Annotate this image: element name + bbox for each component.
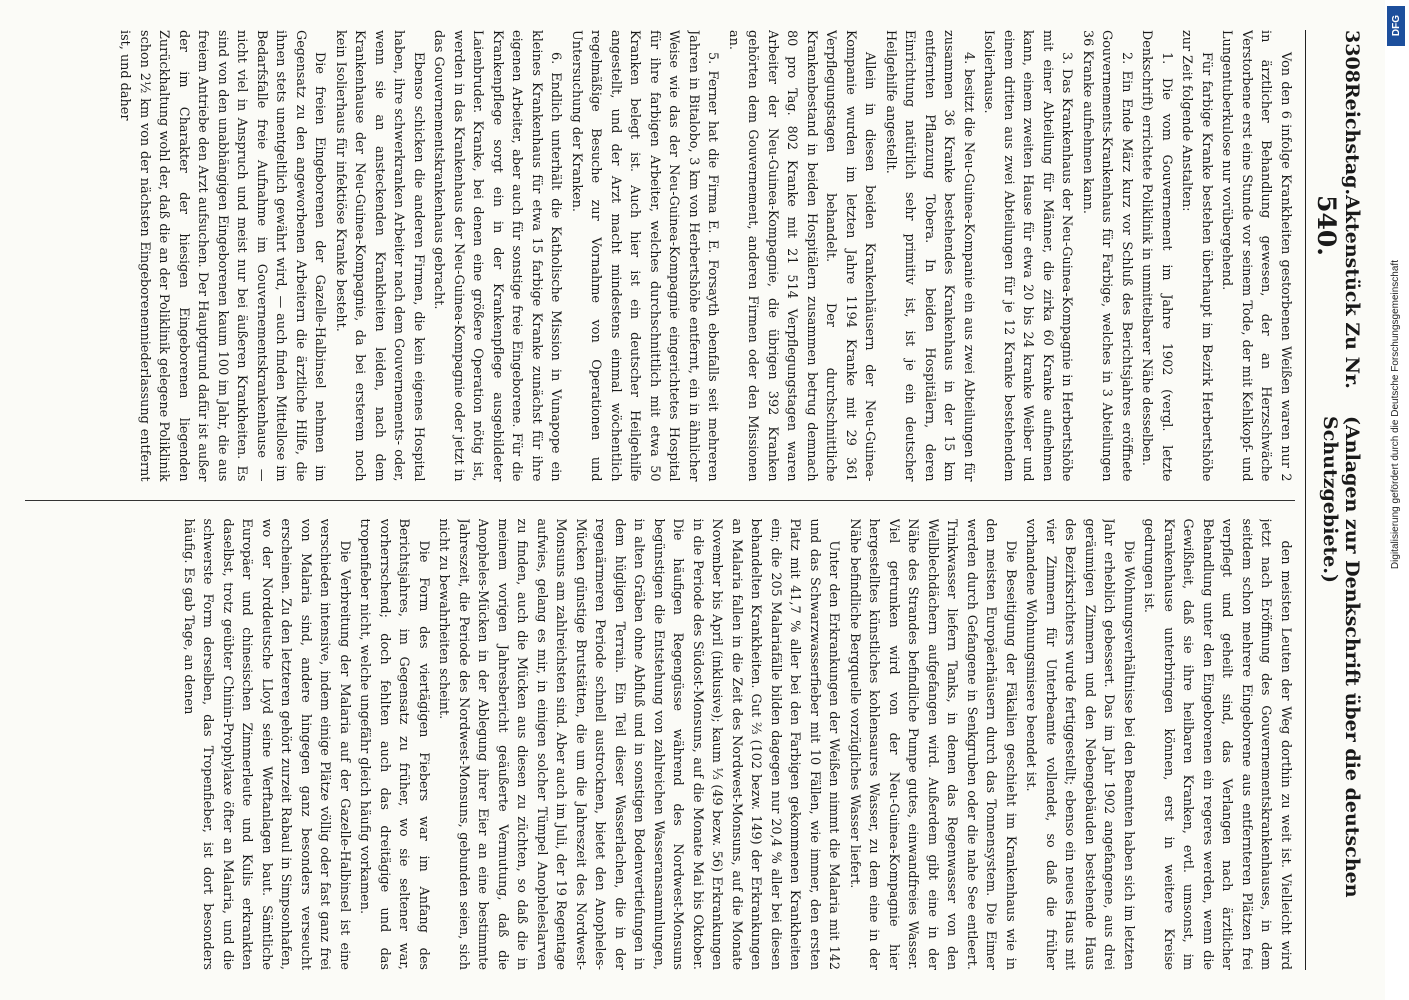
paragraph: 5. Ferner hat die Firma E. E. Forsayth ebenfalls seit mehreren Jahren in Bitalobo, 3 km von Herbertshöhe entfernt, ein in ähnlicher Weise wie das der Neu-Guinea-Kompagnie eingerichtetes Hospital für ihre farbigen Arbeiter, welches durchschnittlich mit etwa 50 Kranken belegt ist. Auch hier ist ein deutscher Heilgehilfe angestellt, und der Arzt macht mindestens einmal wöchentlich regelmäßige Besuche zur Vornahme von Operationen und Untersuchung der Kranken. xyxy=(569,30,721,482)
paragraph: 4. besitzt die Neu-Guinea-Kompanie ein aus zwei Abteilungen für zusammen 36 Kranke bestehendes Krankenhaus in der 15 km entfernten Pflanzung Tobera. In beiden Hospitälern, deren Einrichtung natürlich sehr primitiv ist, ist je ein deutscher Heilgehilfe angestellt. xyxy=(883,30,976,482)
paragraph: Die Verbreitung der Malaria auf der Gazelle-Halbinsel ist eine verschieden intensive, indem einige Plätze völlig oder fast ganz frei von Malaria sind, andere hingegen ganz besonders verseucht erscheinen. Zu den letzteren gehört zurzeit Rabaul in Simpsonhafen, wo der Norddeutsche Lloyd seine Werftanlagen baut. Sämtliche Europäer und chinesischen Zimmerleute und Kulis erkrankten daselbst, trotz geübter Chinin-Prophylaxe öfter an Malaria, und die schwerste Form derselben, das Tropenfieber, ist dort besonders häufig. Es gab Tage, an denen xyxy=(181,518,352,970)
header-number: 540. xyxy=(1312,195,1341,256)
page-header xyxy=(1305,30,1363,970)
dfg-logo-text: DFG xyxy=(1390,15,1402,37)
paragraph: 2. Ein Ende März kurz vor Schluß des Berichtsjahres eröffnete Gouvernements-Krankenhaus für Farbige, welches in 3 Abteilungen 36 Kranke aufnehmen kann. xyxy=(1080,30,1134,482)
paragraph: Allein in diesen beiden Krankenhäusern der Neu-Guinea-Kompanie wurden im letzten Jahre 1194 Kranke mit 29 361 Verpflegungstagen behandelt. Der durchschnittliche Krankenbestand in beiden Hospitälern zusammen betrug demnach 80 pro Tag. 802 Kranke mit 21 514 Verpflegungstagen waren Arbeiter der Neu-Guinea-Kompagnie, die übrigen 392 Kranken gehörten dem Gouvernement, anderen Firmen oder den Missionen an. xyxy=(726,30,878,482)
paragraph: 1. Die vom Gouvernement im Jahre 1902 (vergl. letzte Denkschrift) errichtete Poliklinik in unmittelbarer Nähe desselben. xyxy=(1139,30,1174,482)
paragraph: 6. Endlich unterhält die Katholische Mission in Vunapope ein kleines Krankenhaus für etwa 15 farbige Kranke zunächst für ihre eigenen Arbeiter, aber auch für sonstige freie Eingeborene. Für die Krankenpflege sorgt ein in der Krankenpflege ausgebildeter Laienbruder. Kranke, bei denen eine größere Operation nötig ist, werden in das Krankenhaus der Neu-Guinea-Kompagnie oder jetzt in das Gouvernementskrankenhaus gebracht. xyxy=(431,30,564,482)
text-columns xyxy=(25,30,1295,970)
paragraph: den meisten Leuten der Weg dorthin zu weit ist. Vielleicht wird jetzt nach Eröffnung des Gouvernementskrankenhauses, in dem seitdem schon mehrere Eingeborene aus entfernteren Plätzen frei verpflegt und geheilt sind, das Verlangen nach ärztlicher Behandlung unter den Eingeborenen ein regeres werden, wenn die Gewißheit, daß sie ihre heilbaren Kranken, evtl. umsonst, im Krankenhause unterbringen können, erst in weitere Kreise gedrungen ist. xyxy=(1141,518,1293,970)
dfg-logo xyxy=(1387,6,1405,46)
paragraph: Unter den Erkrankungen der Weißen nimmt die Malaria mit 142 und das Schwarzwasserfieber mit 10 Fällen, wie immer, den ersten Platz mit 41,7 % aller bei den Farbigen gekommenen Krankheiten ein; die 205 Malariafälle bilden dagegen nur 20,4 % aller bei diesen behandelten Krankheiten. Gut ⅔ (102 bezw. 149) der Erkrankungen an Malaria fallen in die Zeit des Nordwest-Monsuns, auf die Monate November bis April (inklusive); kaum ⅓ (49 bezw. 56) Erkrankungen in die Periode des Südost-Monsuns, auf die Monate Mai bis Oktober. Die häufigen Regengüsse während des Nordwest-Monsuns begünstigen die Entstehung von zahlreichen Wasseransammlungen, in alten Gräben ohne Abfluß und in sonstigen Bodenvertiefungen in dem hügligen Terrain. Ein Teil dieser Wasserlachen, die in der regenärmeren Periode schnell austrocknen, bietet den Anopheles-Mücken günstige Brutstätten, die um die Jahreszeit des Nordwest-Monsuns am zahlreichsten sind. Aber auch im Juli, der 19 Regentage aufwies, gelang es mir, in einigen solcher Tümpel Anopheleslarven zu finden, auch die Mücken aus diesen zu züchten, so daß die in meinem vorigen Jahresbericht geäußerte Vermutung, daß die Anopheles-Mücken in der Ablegung ihrer Eier an eine bestimmte Jahreszeit, die Periode des Nordwest-Monsuns, gebunden seien, sich nicht zu bewahrheiten scheint. xyxy=(436,518,842,970)
header-middle-prefix: Aktenstück Zu Nr. xyxy=(1341,195,1363,389)
header-left-title: Reichstag. xyxy=(1341,82,1363,196)
paragraph: Für farbige Kranke bestehen überhaupt im Bezirk Herbertshöhe zur Zeit folgende Anstalten: xyxy=(1179,30,1214,482)
paragraph: Die Wohnungsverhältnisse bei den Beamten haben sich im letzten Jahr erheblich gebessert. Das im Jahr 1902 angefangene, aus drei geräumigen Zimmern und den Nebengebäuden bestehende Haus des Bezirksrichters wurde fertiggestellt; ebenso ein neues Haus mit vier Zimmern für Unterbeamte vollendet, so daß die früher vorhandene Wohnungsmisere beendet ist. xyxy=(1023,518,1136,970)
paragraph: Die freien Eingeborenen der Gazelle-Halbinsel nehmen im Gegensatz zu den angeworbenen Arbeitern die ärztliche Hilfe, die ihnen stets unentgeltlich gewährt wird, — auch finden Mittellose im Bedarfsfalle freie Aufnahme im Gouvernementskrankenhause — nicht viel in Anspruch und meist nur bei äußeren Krankheiten. Es sind von den unabhängigen Eingeborenen kaum 100 im Jahr, die aus freiem Antriebe den Arzt aufsuchen. Der Hauptgrund dafür ist außer der im Charakter der hiesigen Eingeborenen liegenden Zurückhaltung wohl der, daß die an der Poliklinik gelegene Poliklinik schon 2½ km von der nächsten Eingeborenenniederlassung entfernt ist, und daher xyxy=(117,30,328,482)
paragraph: 3. Das Krankenhaus der Neu-Guinea-Kompagnie in Herbertshöhe mit einer Abteilung für Männer, die zirka 60 Kranke aufnehmen kann, einem zweiten Hause für etwa 20 bis 24 kranke Weiber und einem dritten aus zwei Abteilungen für je 12 Kranke bestehendem Isolierhause. xyxy=(981,30,1075,482)
paragraph: Die Beseitigung der Fäkalien geschieht im Krankenhaus wie in den meisten Europäerhäusern durch das Tonnensystem. Die Eimer werden durch Gefangene in Senkgruben oder die nahe See entleert. Trinkwasser liefern Tanks, in denen das Regenwasser von den Wellblechdächern aufgefangen wird. Außerdem gibt eine in der Nähe des Strandes befindliche Pumpe gutes, einwandfreies Wasser. Viel getrunken wird von der Neu-Guinea-Kompagnie hier hergestelltes künstliches kohlensaures Wasser, zu dem eine in der Nähe befindliche Bergquelle vorzügliches Wasser liefert. xyxy=(847,518,1018,970)
left-column xyxy=(25,30,1295,482)
column-divider xyxy=(25,500,1295,501)
paragraph: Ebenso schicken die anderen Firmen, die kein eigenes Hospital haben, ihre schwerkranken Arbeiter nach dem Gouvernements- oder, wenn sie an ansteckenden Krankheiten leiden, nach dem Krankenhause der Neu-Guinea-Kompagnie, da bei ersterem noch kein Isolierhaus für infektiöse Kranke besteht. xyxy=(333,30,426,482)
digitization-note: Digitalisierung gefördert durch die Deutsche Forschungsgemeinschaft xyxy=(1390,260,1401,570)
paragraph: Die Form des viertägigen Fiebers war im Anfang des Berichtsjahres, im Gegensatz zu früher, wo sie seltener war, vorherrschend; doch fehlten auch das dreitägige und das tropenfieber nicht, welche ungefähr gleich häufig vorkamen. xyxy=(357,518,431,970)
header-right-title: (Anlagen zur Denkschrift über die deutschen Schutzgebiete.) xyxy=(1319,416,1363,898)
page-number: 3308 xyxy=(1341,30,1363,83)
right-column xyxy=(25,519,1295,971)
paragraph: Von den 6 infolge Krankheiten gestorbenen Weißen waren nur 2 in ärztlicher Behandlung gewesen, der an Herzschwäche Verstorbene erst eine Stunde vor seinem Tode, der mit Kehlkopf- und Lungentuberkulose nur vorübergehend. xyxy=(1219,30,1293,482)
header-document-reference xyxy=(1312,195,1363,416)
